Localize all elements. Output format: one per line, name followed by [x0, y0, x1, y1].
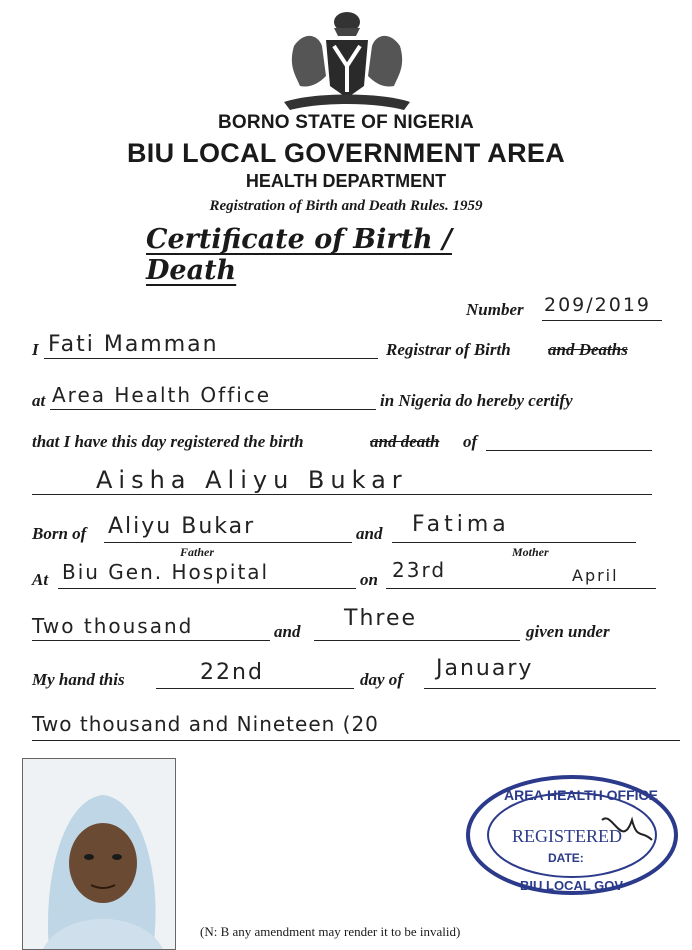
number-line	[542, 320, 662, 321]
day-of-label: day of	[360, 670, 403, 689]
certificate-title: Certificate of Birth / Death	[146, 224, 452, 286]
lga-heading: BIU LOCAL GOVERNMENT AREA	[126, 138, 565, 168]
registration-day: 22nd	[200, 660, 264, 685]
child-name: Aisha Aliyu Bukar	[96, 466, 408, 494]
child-name-line	[32, 494, 652, 495]
amendment-note: (N: B any amendment may render it to be invalid)	[200, 924, 461, 939]
official-stamp	[462, 770, 682, 900]
mother-name: Fatima	[412, 512, 510, 537]
mother-line	[392, 542, 636, 543]
year-part2-line	[314, 640, 520, 641]
stamp-date-label: DATE:	[548, 851, 584, 865]
child-portrait	[23, 759, 175, 949]
stamp-registered-text: REGISTERED	[512, 826, 622, 846]
mother-caption: Mother	[512, 545, 549, 559]
father-caption: Father	[180, 545, 215, 559]
born-of-label: Born of	[32, 524, 87, 543]
registrar-line	[44, 358, 378, 359]
registrar-label: Registrar of Birth	[386, 340, 511, 359]
place-line	[58, 588, 356, 589]
number-label: Number	[466, 300, 524, 319]
birth-year-part1: Two thousand	[32, 614, 194, 638]
registration-year: Two thousand and Nineteen (20	[32, 712, 379, 736]
department-heading: HEALTH DEPARTMENT	[245, 171, 447, 191]
registered-text: that I have this day registered the birth	[32, 432, 304, 451]
father-name: Aliyu Bukar	[108, 514, 256, 539]
nigeria-coat-of-arms	[274, 6, 420, 112]
my-hand-label: My hand this	[32, 670, 125, 689]
and-death-struck: and death	[370, 432, 440, 451]
certify-text: in Nigeria do hereby certify	[380, 391, 573, 410]
passport-photo	[22, 758, 176, 950]
and-deaths-struck: and Deaths	[548, 340, 628, 359]
of-label: of	[463, 432, 478, 451]
father-line	[104, 542, 352, 543]
office-name: Area Health Office	[52, 383, 272, 407]
birth-day: 23rd	[392, 558, 447, 582]
rules-subheading: Registration of Birth and Death Rules. 1959	[209, 198, 483, 214]
birth-month: April	[572, 566, 619, 585]
registration-month: January	[436, 656, 534, 681]
at-label: at	[32, 391, 46, 410]
at-place-label: At	[32, 570, 49, 589]
state-heading: BORNO STATE OF NIGERIA	[218, 112, 474, 133]
birth-year-part2: Three	[344, 606, 418, 631]
registrar-name: Fati Mamman	[48, 332, 219, 357]
date-line	[386, 588, 656, 589]
stamp-top-text: AREA HEALTH OFFICE	[504, 787, 658, 803]
and-year-label: and	[274, 622, 301, 641]
reg-year-line	[32, 740, 680, 741]
of-line	[486, 450, 652, 451]
reg-day-line	[156, 688, 354, 689]
birth-place: Biu Gen. Hospital	[62, 560, 270, 584]
certificate-number: 209/2019	[544, 294, 652, 316]
reg-month-line	[424, 688, 656, 689]
given-under-label: given under	[526, 622, 610, 641]
i-label: I	[32, 340, 39, 359]
year-part1-line	[32, 640, 270, 641]
and-label: and	[356, 524, 383, 543]
on-label: on	[360, 570, 378, 589]
stamp-bottom-text: BIU LOCAL GOV	[520, 878, 624, 893]
office-line	[50, 409, 376, 410]
